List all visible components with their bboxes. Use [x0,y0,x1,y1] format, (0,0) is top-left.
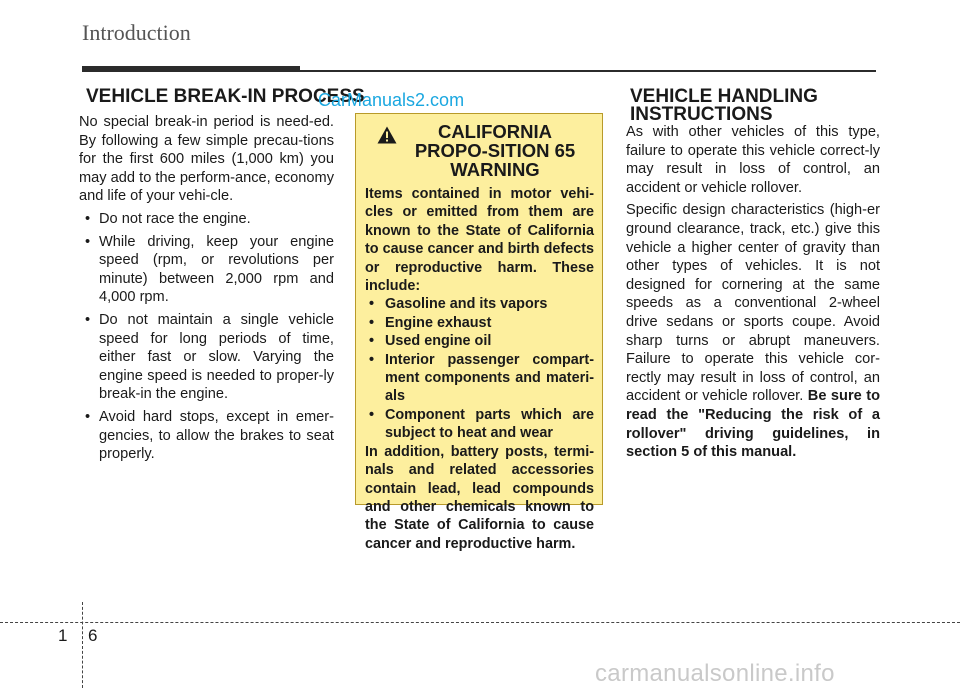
list-item: • Do not race the engine. [79,210,334,229]
list-item: • Engine exhaust [365,314,594,332]
break-in-column [79,113,334,468]
handling-para-2-text: Specific design characteristics (high-er ground clearance, track, etc.) give this vehicle a higher center of gravity than other types of vehicles. It is not designed for cornering at the same speeds as a conventional 2-wheel drive sedans or sports coupe. Avoid sharp turns or abrupt maneuvers. Failure to operate this vehicle cor-rectly may result in loss of control, an accident or vehicle rollover. [626,202,880,405]
handling-para-2-bold: Be sure to read the "Reducing the risk of a rollover" driving guidelines, in section 5 of this manual. [626,388,880,461]
warning-title: CALIFORNIA PROPO-SITION 65 WARNING [414,121,576,180]
list-item: • Interior passenger compart-ment components and materi-als [365,351,594,406]
break-in-intro: No special break-in period is need-ed. By following a few simple precau-tions for the first 600 miles (1,000 km) you may add to the perform-ance, economy and life of your vehi-cle. [79,114,334,205]
page-number: 6 [88,626,98,645]
chapter-number: 1 [58,626,68,645]
break-in-heading: VEHICLE BREAK-IN PROCESS [86,86,365,107]
warning-header [365,122,594,179]
warning-outro: In addition, battery posts, termi-nals and related accessories contain lead, lead compounds and other chemicals known to the State of California to cause cancer and reproductive harm. [365,443,594,552]
warning-triangle-icon [377,126,397,144]
list-item: • While driving, keep your engine speed (rpm, or revolutions per minute) between 2,000 rpm and 4,000 rpm. [79,233,334,307]
list-item: • Do not maintain a single vehicle speed for long periods of time, either fast or slow. Varying the engine speed is needed to proper-ly break-in the engine. [79,311,334,404]
handling-heading: VEHICLE HANDLING INSTRUCTIONS [630,86,818,125]
handling-para-2 [626,201,880,461]
break-in-list [79,210,334,464]
list-item: • Component parts which are subject to heat and wear [365,406,594,443]
warning-intro: Items contained in motor vehi-cles or emitted from them are known to the State of California to cause cancer and birth defects or reproductive harm. These include: [365,186,594,295]
prop65-warning-box [355,113,603,552]
section-title: Introduction [82,20,191,45]
handling-column [626,123,880,466]
header-rule-thick [82,66,300,72]
header-rule-thin [300,70,876,72]
footer-divider [0,622,960,623]
handling-para-1: As with other vehicles of this type, failure to operate this vehicle correct-ly may result in loss of control, an accident or vehicle rollover. [626,124,880,196]
warning-list [365,295,594,442]
list-item: • Gasoline and its vapors [365,295,594,313]
watermark-top[interactable]: CarManuals2.com [318,90,465,110]
footer-vertical-divider [82,602,83,688]
list-item: • Used engine oil [365,332,594,350]
list-item: • Avoid hard stops, except in emer-gencies, to allow the brakes to seat properly. [79,408,334,464]
watermark-bottom[interactable]: carmanualsonline.info [595,660,835,687]
